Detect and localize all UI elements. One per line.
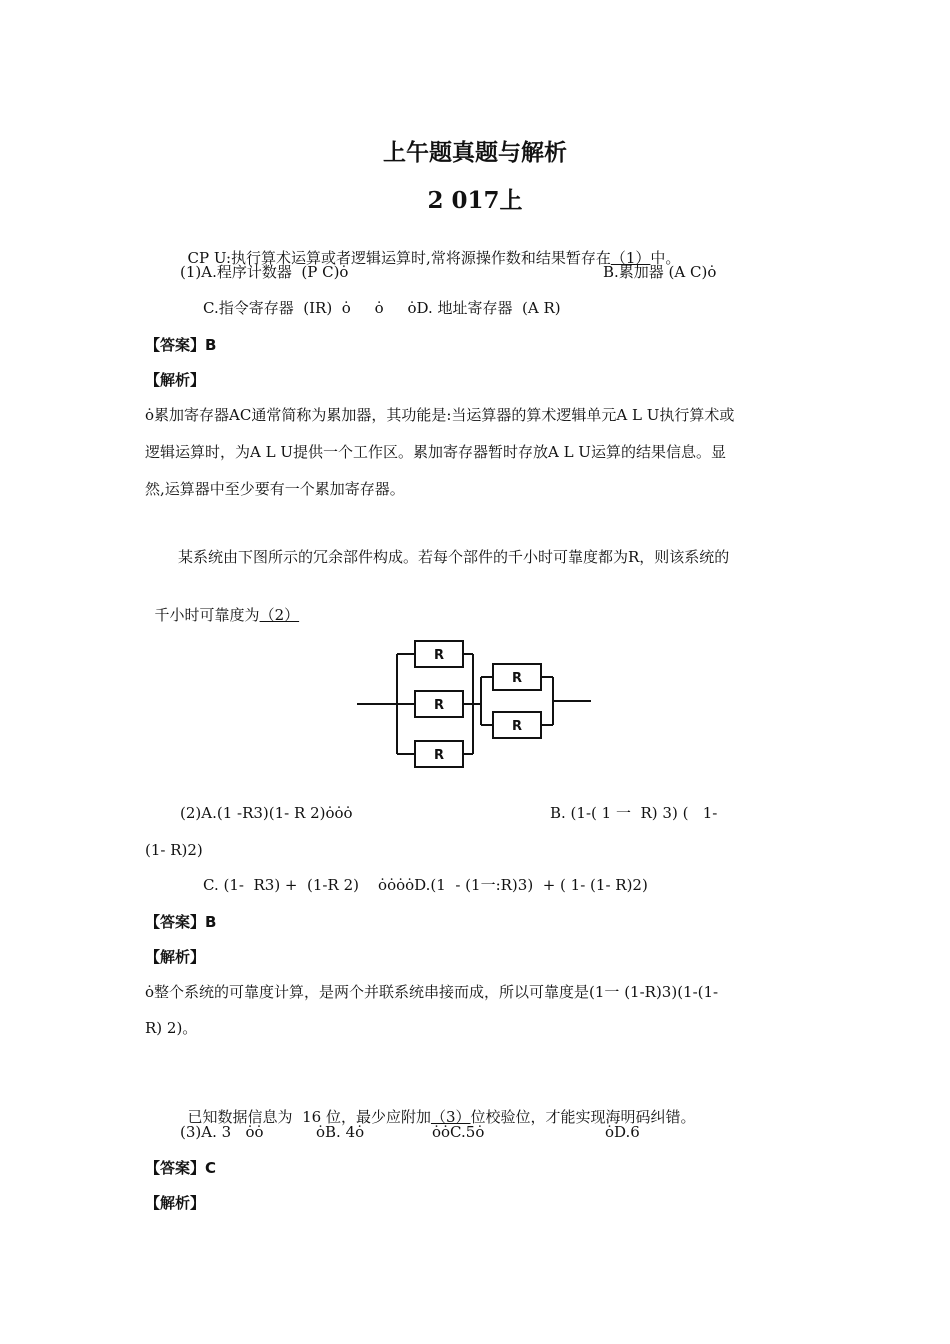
q1-option-cd: C.指令寄存器 (IR) ȯ ȯ ȯD. 地址寄存器 (A R) (203, 299, 561, 317)
q2-stem-line: 某系统由下图所示的冗余部件构成。若每个部件的千小时可靠度都为R，则该系统的 (178, 548, 730, 566)
q3-answer: 【答案】C (145, 1159, 217, 1177)
page-title: 上午题真题与解析 (383, 139, 567, 166)
q3-stem-end: 位校验位，才能实现海明码纠错。 (470, 1108, 696, 1126)
q3-option-c: ȯȯC.5ȯ (432, 1123, 485, 1141)
q1-analysis-line: 逻辑运算时，为A L U提供一个工作区。累加寄存器暂时存放A L U运算的结果信息。显 (145, 443, 726, 461)
q1-stem-end: 中。 (650, 249, 681, 267)
q1-analysis-line: 然,运算器中至少要有一个累加寄存器。 (145, 480, 405, 498)
q2-answer: 【答案】B (145, 913, 217, 931)
redundancy-diagram (355, 632, 595, 782)
q2-analysis-label: 【解析】 (145, 948, 206, 966)
q3-analysis-label: 【解析】 (145, 1194, 206, 1212)
q2-option-cd: C. (1- R3) + (1-R 2) ȯȯȯȯD.(1 - (1一:R)3) + ( 1- (1- R)2) (203, 876, 648, 894)
q1-option-a: (1)A.程序计数器 (P C)ȯ (180, 263, 349, 281)
component-label: R (433, 748, 445, 763)
q3-option-d: ȯD.6 (605, 1123, 640, 1141)
q3-option-b: ȯB. 4ȯ (316, 1123, 365, 1141)
q3-blank: （3） (430, 1108, 471, 1126)
page-subtitle: 2 017上 (427, 187, 523, 214)
component-label: R (511, 719, 523, 734)
q3-stem-text: 已知数据信息为 16 位，最少应附加 (187, 1108, 431, 1126)
q2-analysis-line: R) 2)。 (145, 1019, 198, 1037)
component-label: R (433, 648, 445, 663)
component-label: R (511, 671, 523, 686)
q1-analysis-line: ȯ累加寄存器AC通常简称为累加器，其功能是:当运算器的算术逻辑单元A L U执行算术或 (145, 406, 735, 424)
q2-stem-line (145, 585, 299, 625)
q2-option-b-cont: (1- R)2) (145, 841, 203, 859)
q1-stem-text: CP U:执行算术运算或者逻辑运算时,常将源操作数和结果暂存在 (187, 249, 611, 267)
q1-answer: 【答案】B (145, 336, 217, 354)
q1-analysis-label: 【解析】 (145, 371, 206, 389)
q2-stem-text: 千小时可靠度为 (154, 606, 260, 624)
q2-option-a: (2)A.(1 -R3)(1- R 2)ȯȯȯ (180, 804, 353, 822)
q2-option-b: B. (1-( 1 一 R) 3) ( 1- (550, 804, 718, 822)
q2-blank: （2） (259, 606, 300, 624)
q2-analysis-line: ȯ整个系统的可靠度计算，是两个并联系统串接而成，所以可靠度是(1一 (1-R)3)(1-(1- (145, 983, 719, 1001)
q1-blank: （1） (610, 249, 651, 267)
q3-option-a: (3)A. 3 ȯȯ (180, 1123, 264, 1141)
component-label: R (433, 698, 445, 713)
q3-stem (178, 1087, 696, 1127)
q1-option-b: B.累加器 (A C)ȯ (603, 263, 717, 281)
